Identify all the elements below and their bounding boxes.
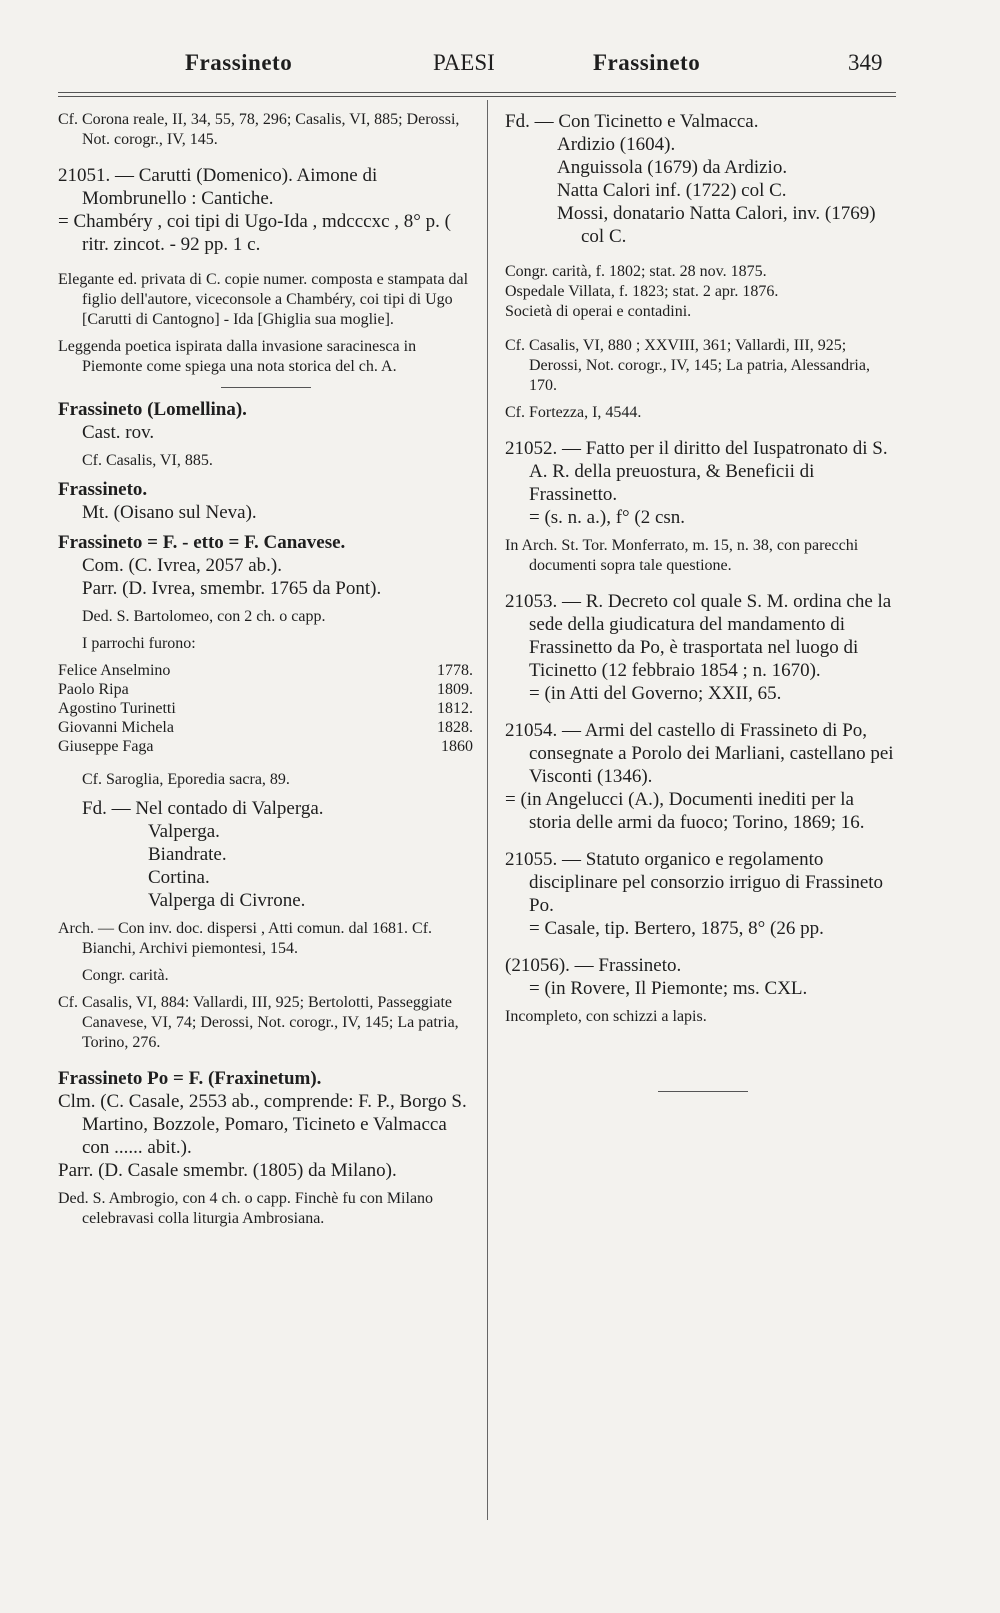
running-head-right: Frassineto [593, 50, 701, 75]
fief-line: Ardizio (1604). [557, 134, 676, 155]
entry-21052-title: 21052. — Fatto per il diritto del Iuspatronato di S. A. R. della preuostura, & Beneficii di Frassinetto. [505, 438, 888, 505]
place-heading: Frassineto = F. - etto = F. Canavese. [58, 532, 346, 553]
list-item: Giuseppe Faga 1860 [58, 738, 473, 755]
entry-21052-note: In Arch. St. Tor. Monferrato, m. 15, n. 38, con parecchi documenti sopra tale questione. [505, 537, 859, 574]
section-separator [221, 387, 311, 388]
fief-line: Fd. — Con Ticinetto e Valmacca. [505, 111, 759, 132]
page-number: 349 [848, 50, 883, 75]
fief-line: Anguissola (1679) da Ardizio. [557, 157, 788, 178]
reference-note: Cf. Fortezza, I, 4544. [505, 404, 642, 421]
entry-21053-publication: = (in Atti del Governo; XXII, 65. [529, 683, 782, 704]
header-rule [58, 92, 896, 93]
list-item: Felice Anselmino 1778. [58, 662, 473, 679]
fief-line: Mossi, donatario Natta Calori, inv. (1769) col C. [557, 203, 876, 247]
list-item: Agostino Turinetti 1812. [58, 700, 473, 717]
fief-line: Valperga di Civrone. [148, 890, 306, 911]
reference-note: Cf. Corona reale, II, 34, 55, 78, 296; Casalis, VI, 885; Derossi, Not. corogr., IV, 145. [58, 111, 460, 148]
reference-note: Cf. Saroglia, Eporedia sacra, 89. [82, 771, 290, 788]
entry-21051-note: Leggenda poetica ispirata dalla invasione saracinesca in Piemonte come spiega una nota storica del ch. A. [58, 338, 417, 375]
place-detail: Clm. (C. Casale, 2553 ab., comprende: F. P., Borgo S. Martino, Bozzole, Pomaro, Ticineto e Valmacca con ...... abit.). [58, 1091, 467, 1158]
place-heading: Frassineto Po = F. (Fraxinetum). [58, 1068, 322, 1089]
parish-priests-label: I parrochi furono: [82, 635, 196, 652]
entry-21052-publication: = (s. n. a.), f° (2 csn. [529, 507, 686, 528]
place-detail: Ded. S. Ambrogio, con 4 ch. o capp. Finchè fu con Milano celebravasi colla liturgia Ambrosiana. [58, 1190, 434, 1227]
reference-note: Cf. Casalis, VI, 880 ; XXVIII, 361; Vallardi, III, 925; Derossi, Not. corogr., IV, 145; La patria, Alessandria, 170. [505, 337, 870, 394]
left-column [58, 110, 473, 1229]
entry-21054-title: 21054. — Armi del castello di Frassineto di Po, consegnate a Porolo dei Marliani, castellano pei Visconti (1346). [505, 720, 894, 787]
page-header [60, 50, 890, 90]
header-rule-second [58, 96, 896, 97]
entry-21051-publication: = Chambéry , coi tipi di Ugo-Ida , mdcccxc , 8° p. ( ritr. zincot. - 92 pp. 1 c. [58, 211, 451, 255]
fief-line: Fd. — Nel contado di Valperga. [82, 798, 324, 819]
place-heading: Frassineto (Lomellina). [58, 399, 247, 420]
congregation-note: Congr. carità, f. 1802; stat. 28 nov. 1875. [505, 263, 767, 280]
entry-21054-publication: = (in Angelucci (A.), Documenti inediti per la storia delle armi da fuoco; Torino, 1869; 16. [505, 789, 865, 833]
list-item: Giovanni Michela 1828. [58, 719, 473, 736]
place-detail: Ded. S. Bartolomeo, con 2 ch. o capp. [82, 608, 326, 625]
place-detail: Com. (C. Ivrea, 2057 ab.). [82, 555, 282, 576]
fief-line: Cortina. [148, 867, 210, 888]
running-head-left: Frassineto [185, 50, 293, 75]
place-heading: Frassineto. [58, 479, 148, 500]
congregation-note: Ospedale Villata, f. 1823; stat. 2 apr. 1876. [505, 283, 779, 300]
place-detail: Cast. rov. [82, 422, 155, 443]
reference-note: Cf. Casalis, VI, 885. [82, 452, 213, 469]
place-detail: Parr. (D. Ivrea, smembr. 1765 da Pont). [82, 578, 382, 599]
entry-21055-publication: = Casale, tip. Bertero, 1875, 8° (26 pp. [529, 918, 824, 939]
place-detail: Parr. (D. Casale smembr. (1805) da Milano). [58, 1160, 397, 1181]
fief-line: Valperga. [148, 821, 220, 842]
fief-line: Biandrate. [148, 844, 227, 865]
parish-priests-list [58, 661, 473, 756]
place-detail: Mt. (Oisano sul Neva). [82, 502, 257, 523]
congregation-note: Congr. carità. [82, 967, 169, 984]
column-divider [487, 100, 488, 1520]
congregation-note: Società di operai e contadini. [505, 303, 692, 320]
entry-21056-publication: = (in Rovere, Il Piemonte; ms. CXL. [529, 978, 808, 999]
archive-note: Arch. — Con inv. doc. dispersi , Atti comun. dal 1681. Cf. Bianchi, Archivi piemontesi, 154. [58, 920, 433, 957]
entry-21056-title: (21056). — Frassineto. [505, 955, 682, 976]
entry-21053-title: 21053. — R. Decreto col quale S. M. ordina che la sede della giudicatura del mandamento di Frassinetto da Po, è trasportata nel luogo di Ticinetto (12 febbraio 1854 ; n. 1670). [505, 591, 892, 681]
reference-note: Cf. Casalis, VI, 884: Vallardi, III, 925; Bertolotti, Passeggiate Canavese, VI, 74; Derossi, Not. corogr., IV, 145; La patria, Torino, 276. [58, 994, 459, 1051]
list-item: Paolo Ripa 1809. [58, 681, 473, 698]
fief-line: Natta Calori inf. (1722) col C. [557, 180, 787, 201]
entry-21055-title: 21055. — Statuto organico e regolamento disciplinare pel consorzio irriguo di Frassineto Po. [505, 849, 884, 916]
running-head-center: PAESI [433, 50, 495, 75]
section-separator [658, 1091, 748, 1092]
entry-21051-title: 21051. — Carutti (Domenico). Aimone di Mombrunello : Cantiche. [58, 165, 378, 209]
right-column [505, 110, 900, 1102]
entry-21056-note: Incompleto, con schizzi a lapis. [505, 1008, 707, 1025]
entry-21051-note: Elegante ed. privata di C. copie numer. composta e stampata dal figlio dell'autore, viceconsole a Chambéry, coi tipi di Ugo [Carutti di Cantogno] - Ida [Ghiglia sua moglie]. [58, 271, 469, 328]
